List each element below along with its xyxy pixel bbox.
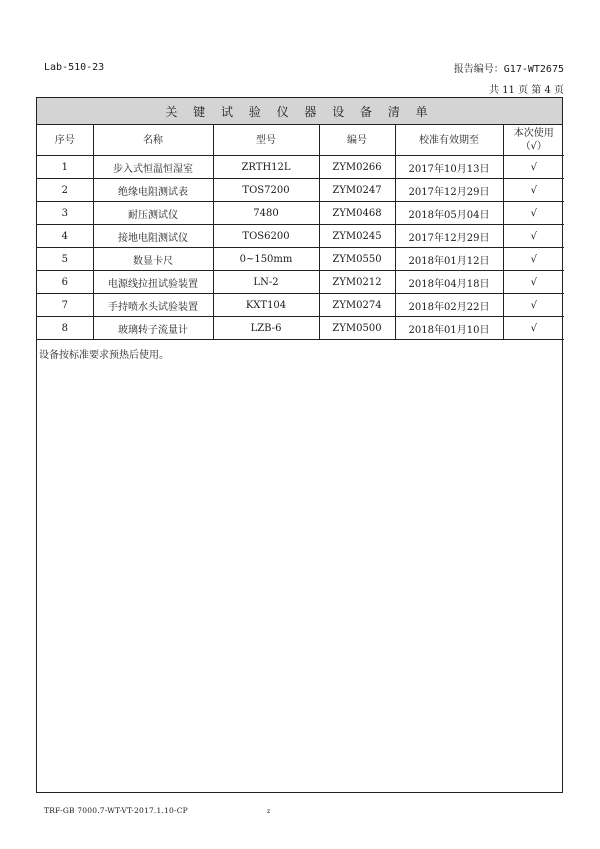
- cell-valid: 2017年12月29日: [395, 179, 503, 202]
- cell-no: 2: [37, 179, 93, 202]
- cell-id: ZYM0247: [319, 179, 395, 202]
- document-code: Lab-510-23: [44, 62, 105, 73]
- cell-no: 1: [37, 156, 93, 179]
- cell-model: 7480: [213, 202, 319, 225]
- cell-model: LN-2: [213, 271, 319, 294]
- report-number: [454, 60, 564, 75]
- cell-id: ZYM0266: [319, 156, 395, 179]
- cell-valid: 2018年01月12日: [395, 248, 503, 271]
- column-header-used-line2: （√）: [520, 141, 547, 152]
- table-title: 关 键 试 验 仪 器 设 备 清 单: [37, 98, 562, 125]
- table-row: [37, 294, 564, 317]
- cell-name: 接地电阻测试仪: [93, 225, 213, 248]
- cell-model: 0~150mm: [213, 248, 319, 271]
- cell-model: ZRTH12L: [213, 156, 319, 179]
- cell-used: √: [503, 156, 564, 179]
- cell-valid: 2018年05月04日: [395, 202, 503, 225]
- column-header-model: 型号: [213, 125, 319, 156]
- column-header-valid: 校准有效期至: [395, 125, 503, 156]
- cell-valid: 2017年10月13日: [395, 156, 503, 179]
- column-header-no: 序号: [37, 125, 93, 156]
- cell-id: ZYM0500: [319, 317, 395, 340]
- cell-no: 8: [37, 317, 93, 340]
- cell-no: 4: [37, 225, 93, 248]
- column-header-name: 名称: [93, 125, 213, 156]
- cell-name: 耐压测试仪: [93, 202, 213, 225]
- table-row: [37, 248, 564, 271]
- cell-used: √: [503, 225, 564, 248]
- report-number-label: 报告编号：: [453, 64, 504, 75]
- cell-valid: 2017年12月29日: [395, 225, 503, 248]
- table-row: [37, 225, 564, 248]
- cell-name: 玻璃转子流量计: [93, 317, 213, 340]
- report-number-value: G17-WT2675: [503, 64, 564, 75]
- cell-used: √: [503, 271, 564, 294]
- cell-name: 数显卡尺: [93, 248, 213, 271]
- cell-no: 3: [37, 202, 93, 225]
- cell-id: ZYM0468: [319, 202, 395, 225]
- cell-name: 步入式恒温恒湿室: [93, 156, 213, 179]
- cell-no: 7: [37, 294, 93, 317]
- page-mark: z: [267, 808, 271, 815]
- equipment-list-frame: [36, 97, 563, 793]
- table-row: [37, 202, 564, 225]
- cell-id: ZYM0550: [319, 248, 395, 271]
- cell-used: √: [503, 294, 564, 317]
- cell-id: ZYM0245: [319, 225, 395, 248]
- cell-model: KXT104: [213, 294, 319, 317]
- cell-used: √: [503, 248, 564, 271]
- table-row: [37, 179, 564, 202]
- cell-no: 5: [37, 248, 93, 271]
- cell-id: ZYM0212: [319, 271, 395, 294]
- cell-name: 电源线拉扭试验装置: [93, 271, 213, 294]
- cell-model: LZB-6: [213, 317, 319, 340]
- table-row: [37, 271, 564, 294]
- cell-model: TOS6200: [213, 225, 319, 248]
- form-code: TRF-GB 7000.7-WT-VT-2017.1.10-CP: [44, 806, 188, 815]
- table-row: [37, 156, 564, 179]
- table-header-row: [37, 125, 564, 156]
- equipment-note: 设备按标准要求预热后使用。: [39, 350, 169, 361]
- column-header-used: [503, 125, 564, 156]
- cell-name: 绝缘电阻测试表: [93, 179, 213, 202]
- cell-used: √: [503, 179, 564, 202]
- cell-used: √: [503, 317, 564, 340]
- equipment-table: [37, 125, 564, 340]
- cell-no: 6: [37, 271, 93, 294]
- cell-valid: 2018年04月18日: [395, 271, 503, 294]
- cell-valid: 2018年02月22日: [395, 294, 503, 317]
- page-count: 共 11 页 第 4 页: [489, 85, 564, 96]
- cell-name: 手持喷水头试验装置: [93, 294, 213, 317]
- column-header-id: 编号: [319, 125, 395, 156]
- column-header-used-line1: 本次使用: [513, 128, 554, 139]
- table-row: [37, 317, 564, 340]
- cell-valid: 2018年01月10日: [395, 317, 503, 340]
- cell-model: TOS7200: [213, 179, 319, 202]
- cell-id: ZYM0274: [319, 294, 395, 317]
- cell-used: √: [503, 202, 564, 225]
